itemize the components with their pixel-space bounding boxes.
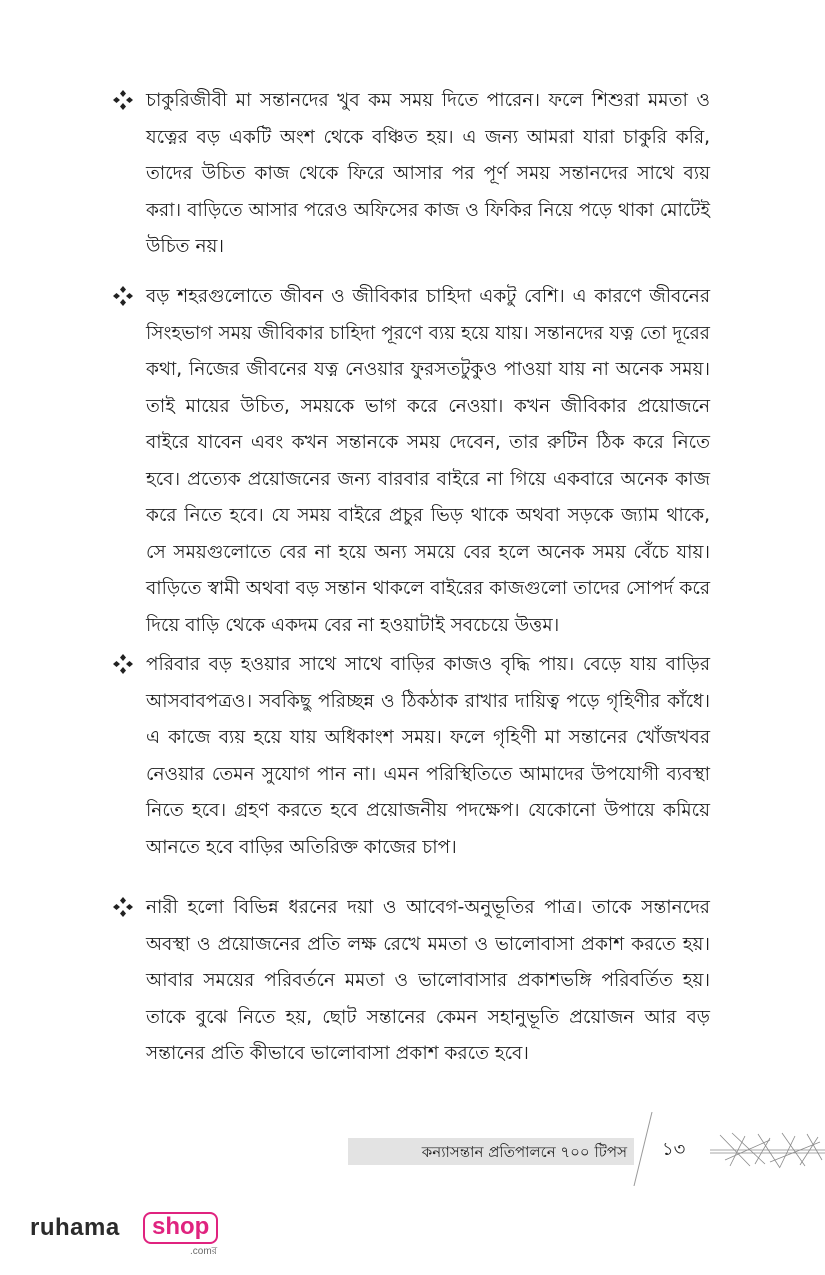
paragraph-text: চাকুরিজীবী মা সন্তানদের খুব কম সময় দিতে পারেন। ফলে শিশুরা মমতা ও যত্নের বড় একটি অংশ থেকে বঞ্চিত হয়। এ জন্য আমরা যারা চাকুরি করি, তাদের উচিত কাজ থেকে ফিরে আসার পর পূর্ণ সময় সন্তানদের সাথে ব্যয় করা। বাড়িতে আসার পরেও অফিসের কাজ ও ফিকির নিয়ে পড়ে থাকা মোটেই উচিত নয়। bbox=[146, 90, 710, 257]
four-diamond-bullet-icon bbox=[112, 896, 134, 918]
four-diamond-bullet-icon bbox=[112, 89, 134, 111]
bullet-item-4 bbox=[112, 890, 710, 1073]
paragraph-text: বড় শহরগুলোতে জীবন ও জীবিকার চাহিদা একটু বেশি। এ কারণে জীবনের সিংহভাগ সময় জীবিকার চাহিদা পূরণে ব্যয় হয়ে যায়। সন্তানদের যত্ন তো দূরের কথা, নিজের জীবনের যত্ন নেওয়ার ফুরসতটুকুও পাওয়া যায় না অনেক সময়। তাই মায়ের উচিত, সময়কে ভাগ করে নেওয়া। কখন জীবিকার প্রয়োজনে বাইরে যাবেন এবং কখন সন্তানকে সময় দেবেন, তার রুটিন ঠিক করে নিতে হবে। প্রত্যেক প্রয়োজনের জন্য বারবার বাইরে না গিয়ে একবারে অনেক কাজ করে নিতে হবে। যে সময় বাইরে প্রচুর ভিড় থাকে অথবা সড়কে জ্যাম থাকে, সে সময়গুলোতে বের না হয়ে অন্য সময়ে বের হলে অনেক সময় বেঁচে যায়। বাড়িতে স্বামী অথবা বড় সন্তান থাকলে বাইরের কাজগুলো তাদের সোপর্দ করে দিয়ে বাড়ি থেকে একদম বের না হওয়াটাই সবচেয়ে উত্তম। bbox=[146, 286, 710, 636]
bullet-item-1 bbox=[112, 83, 710, 266]
paragraph-text: পরিবার বড় হওয়ার সাথে সাথে বাড়ির কাজও বৃদ্ধি পায়। বেড়ে যায় বাড়ির আসবাবপত্রও। সবকিছু পরিচ্ছন্ন ও ঠিকঠাক রাখার দায়িত্ব পড়ে গৃহিণীর কাঁধে। এ কাজে ব্যয় হয়ে যায় অধিকাংশ সময়। ফলে গৃহিণী মা সন্তানের খোঁজখবর নেওয়ার তেমন সুযোগ পান না। এমন পরিস্থিতিতে আমাদের উপযোগী ব্যবস্থা নিতে হবে। গ্রহণ করতে হবে প্রয়োজনীয় পদক্ষেপ। যেকোনো উপায়ে কমিয়ে আনতে হবে বাড়ির অতিরিক্ত কাজের চাপ। bbox=[146, 654, 710, 858]
publisher-logo bbox=[30, 1210, 230, 1260]
decorative-lines-icon bbox=[710, 1130, 825, 1170]
logo-text-ruhama: ruhama bbox=[30, 1214, 120, 1241]
page-number: ১৩ bbox=[662, 1139, 686, 1160]
four-diamond-bullet-icon bbox=[112, 653, 134, 675]
four-diamond-bullet-icon bbox=[112, 285, 134, 307]
logo-text-shop: shop bbox=[143, 1212, 218, 1244]
logo-domain: .comর bbox=[190, 1246, 218, 1257]
paragraph-text: নারী হলো বিভিন্ন ধরনের দয়া ও আবেগ-অনুভূতির পাত্র। তাকে সন্তানদের অবস্থা ও প্রয়োজনের প্রতি লক্ষ রেখে মমতা ও ভালোবাসা প্রকাশ করতে হয়। আবার সময়ের পরিবর্তনে মমতা ও ভালোবাসার প্রকাশভঙ্গি পরিবর্তিত হয়। তাকে বুঝে নিতে হয়, ছোট সন্তানের কেমন সহানুভূতি প্রয়োজন আর বড় সন্তানের প্রতি কীভাবে ভালোবাসা প্রকাশ করতে হবে। bbox=[146, 897, 710, 1064]
footer-divider bbox=[628, 1112, 658, 1186]
footer-book-title: কন্যাসন্তান প্রতিপালনে ৭০০ টিপস bbox=[421, 1143, 627, 1161]
bullet-item-2 bbox=[112, 279, 710, 644]
bullet-item-3 bbox=[112, 647, 710, 866]
